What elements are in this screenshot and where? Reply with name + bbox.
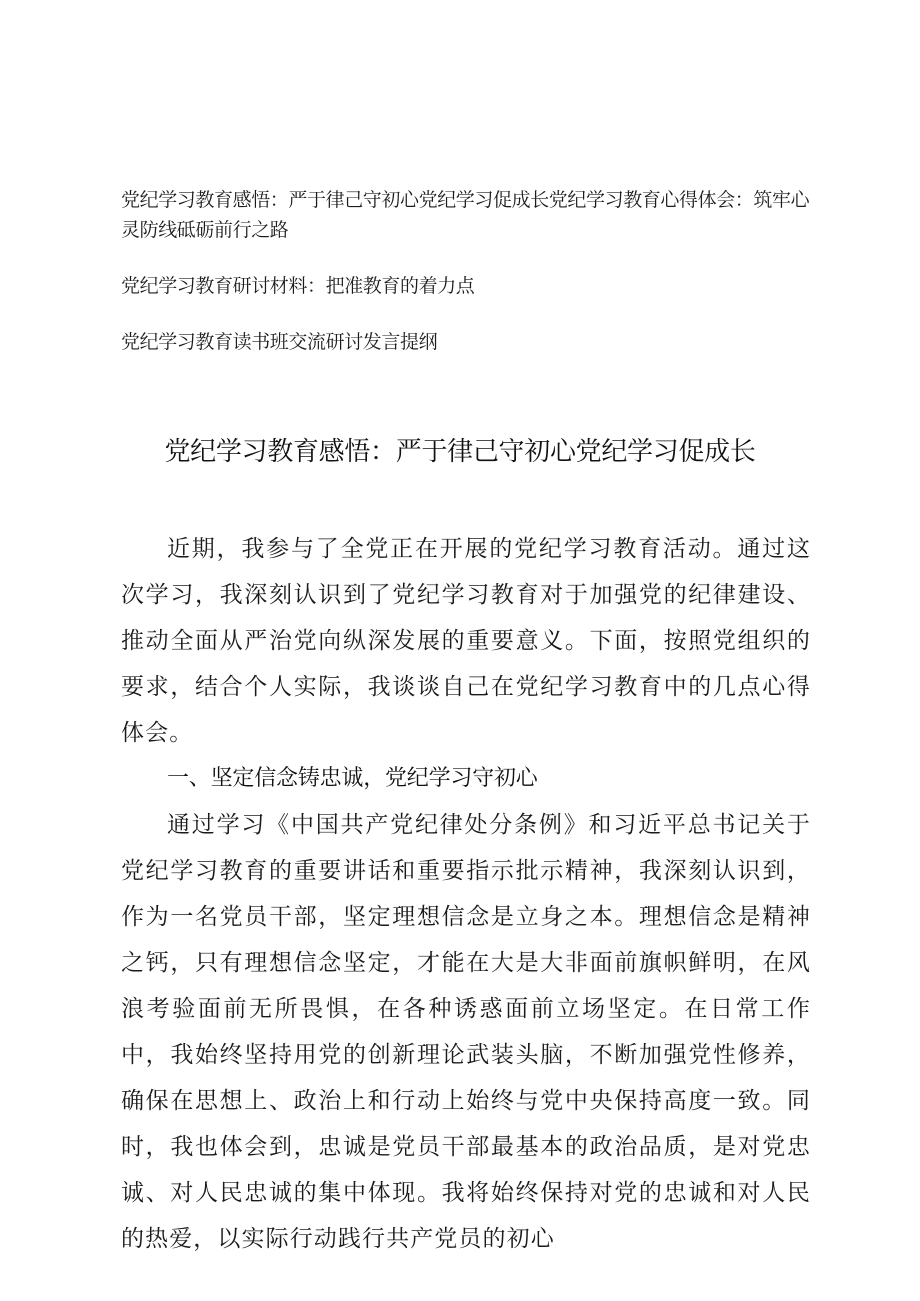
table-of-contents — [121, 185, 811, 383]
section-paragraph: 通过学习《中国共产党纪律处分条例》和习近平总书记关于党纪学习教育的重要讲话和重要指示批示精神，我深刻认识到，作为一名党员干部，坚定理想信念是立身之本。理想信念是精神之钙，只有理想信念坚定，才能在大是大非面前旗帜鲜明，在风浪考验面前无所畏惧，在各种诱惑面前立场坚定。在日常工作中，我始终坚持用党的创新理论武装头脑，不断加强党性修养，确保在思想上、政治上和行动上始终与党中央保持高度一致。同时，我也体会到，忠诚是党员干部最基本的政治品质，是对党忠诚、对人民忠诚的集中体现。我将始终保持对党的忠诚和对人民的热爱，以实际行动践行共产党员的初心 — [121, 812, 811, 1252]
toc-item: 党纪学习教育读书班交流研讨发言提纲 — [121, 331, 438, 353]
intro-paragraph: 近期，我参与了全党正在开展的党纪学习教育活动。通过这次学习，我深刻认识到了党纪学习教育对于加强党的纪律建设、推动全面从严治党向纵深发展的重要意义。下面，按照党组织的要求，结合个人实际，我谈谈自己在党纪学习教育中的几点心得体会。 — [121, 536, 811, 746]
section-heading: 一、坚定信念铸忠诚，党纪学习守初心 — [167, 766, 538, 791]
article-title: 党纪学习教育感悟：严于律己守初心党纪学习促成长 — [164, 437, 756, 467]
article-body — [121, 526, 811, 1262]
toc-item: 党纪学习教育感悟：严于律己守初心党纪学习促成长党纪学习教育心得体会：筑牢心灵防线砥砺前行之路 — [121, 189, 810, 241]
toc-item: 党纪学习教育研讨材料：把准教育的着力点 — [121, 275, 475, 297]
